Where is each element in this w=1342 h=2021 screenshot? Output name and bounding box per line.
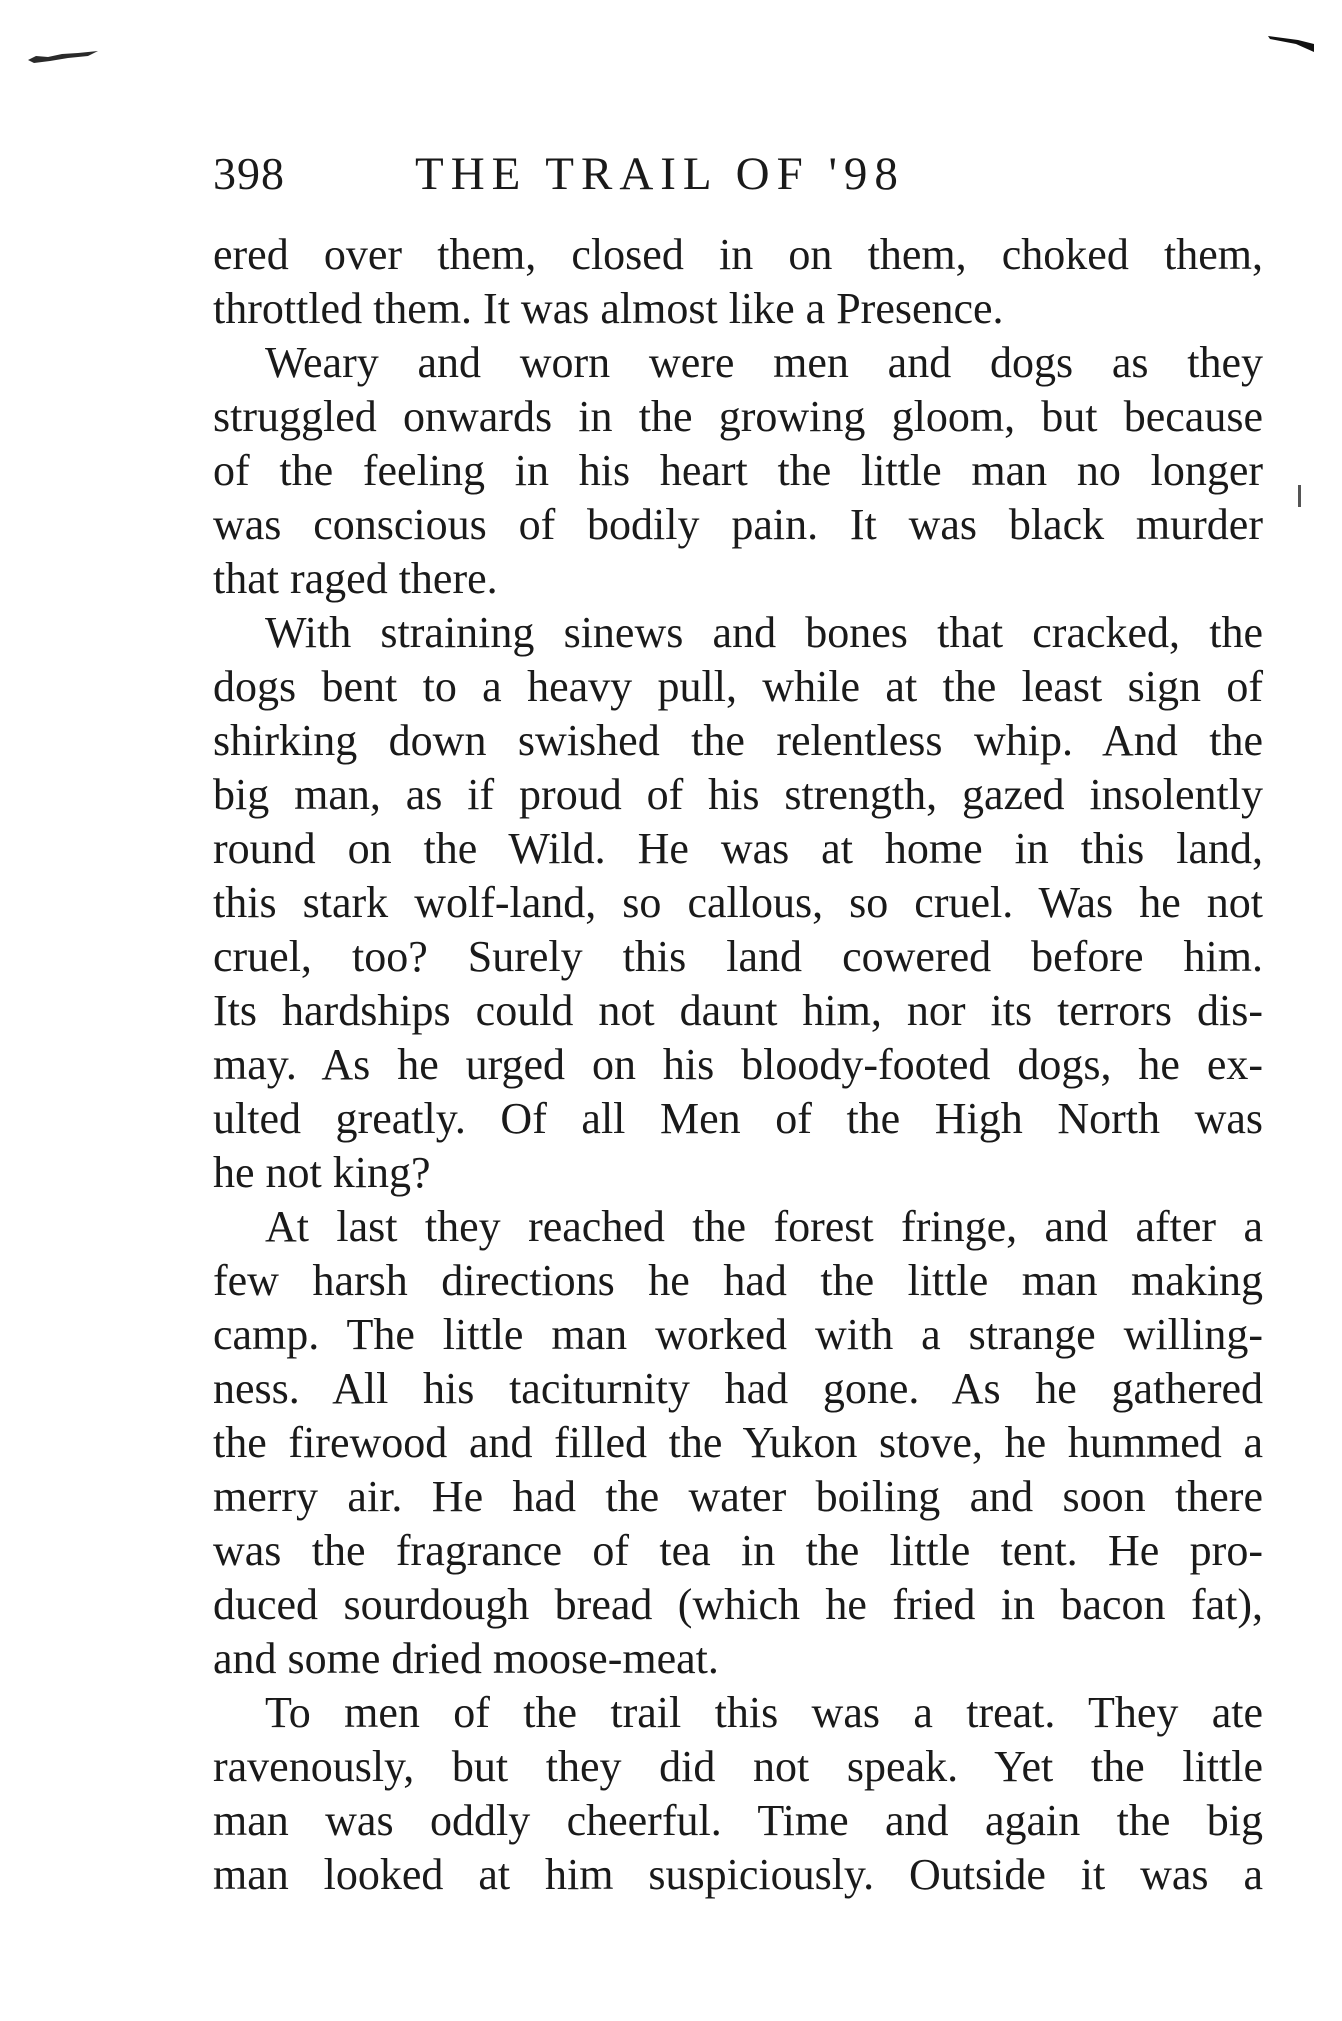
text-line: dogs bent to a heavy pull, while at the least sign of xyxy=(213,662,1263,711)
text-line: struggled onwards in the growing gloom, but because xyxy=(213,392,1263,441)
body-text xyxy=(213,228,1263,1902)
text-line: was the fragrance of tea in the little tent. He pro- xyxy=(213,1526,1263,1575)
text-line: camp. The little man worked with a strange willing- xyxy=(213,1310,1263,1359)
paragraph xyxy=(213,228,1263,336)
text-line: shirking down swished the relentless whip. And the xyxy=(213,716,1263,765)
text-line: few harsh directions he had the little man making xyxy=(213,1256,1263,1305)
paragraph xyxy=(213,606,1263,1200)
text-line: he not king? xyxy=(213,1148,431,1197)
text-line: duced sourdough bread (which he fried in bacon fat), xyxy=(213,1580,1263,1629)
text-line: man looked at him suspiciously. Outside it was a xyxy=(213,1850,1263,1899)
margin-tick-mark xyxy=(1298,485,1301,507)
text-line: big man, as if proud of his strength, gazed insolently xyxy=(213,770,1263,819)
text-line: At last they reached the forest fringe, and after a xyxy=(265,1202,1263,1251)
text-line: With straining sinews and bones that cracked, the xyxy=(265,608,1263,657)
text-line: ness. All his taciturnity had gone. As he gathered xyxy=(213,1364,1263,1413)
text-line: Weary and worn were men and dogs as they xyxy=(265,338,1263,387)
text-line: the firewood and filled the Yukon stove, he hummed a xyxy=(213,1418,1263,1467)
text-line: cruel, too? Surely this land cowered before him. xyxy=(213,932,1263,981)
text-line: of the feeling in his heart the little man no longer xyxy=(213,446,1263,495)
page-header xyxy=(213,140,1263,204)
text-line: man was oddly cheerful. Time and again the big xyxy=(213,1796,1263,1845)
scan-smudge-mark xyxy=(28,50,98,64)
text-line: throttled them. It was almost like a Presence. xyxy=(213,284,1004,333)
scan-corner-mark xyxy=(1268,34,1314,52)
text-line: ered over them, closed in on them, choked them, xyxy=(213,230,1263,279)
text-line: round on the Wild. He was at home in this land, xyxy=(213,824,1263,873)
text-line: Its hardships could not daunt him, nor its terrors dis- xyxy=(213,986,1263,1035)
text-line: this stark wolf-land, so callous, so cruel. Was he not xyxy=(213,878,1263,927)
paragraph xyxy=(213,1686,1263,1902)
text-line: ulted greatly. Of all Men of the High North was xyxy=(213,1094,1263,1143)
text-line: was conscious of bodily pain. It was black murder xyxy=(213,500,1263,549)
running-title: THE TRAIL OF '98 xyxy=(415,148,905,200)
text-line: merry air. He had the water boiling and soon there xyxy=(213,1472,1263,1521)
text-line: may. As he urged on his bloody-footed dogs, he ex- xyxy=(213,1040,1263,1089)
paragraph xyxy=(213,336,1263,606)
page-number: 398 xyxy=(213,148,285,199)
paragraph xyxy=(213,1200,1263,1686)
text-line: To men of the trail this was a treat. They ate xyxy=(265,1688,1263,1737)
text-line: and some dried moose-meat. xyxy=(213,1634,719,1683)
text-line: ravenously, but they did not speak. Yet the little xyxy=(213,1742,1263,1791)
text-line: that raged there. xyxy=(213,554,498,603)
